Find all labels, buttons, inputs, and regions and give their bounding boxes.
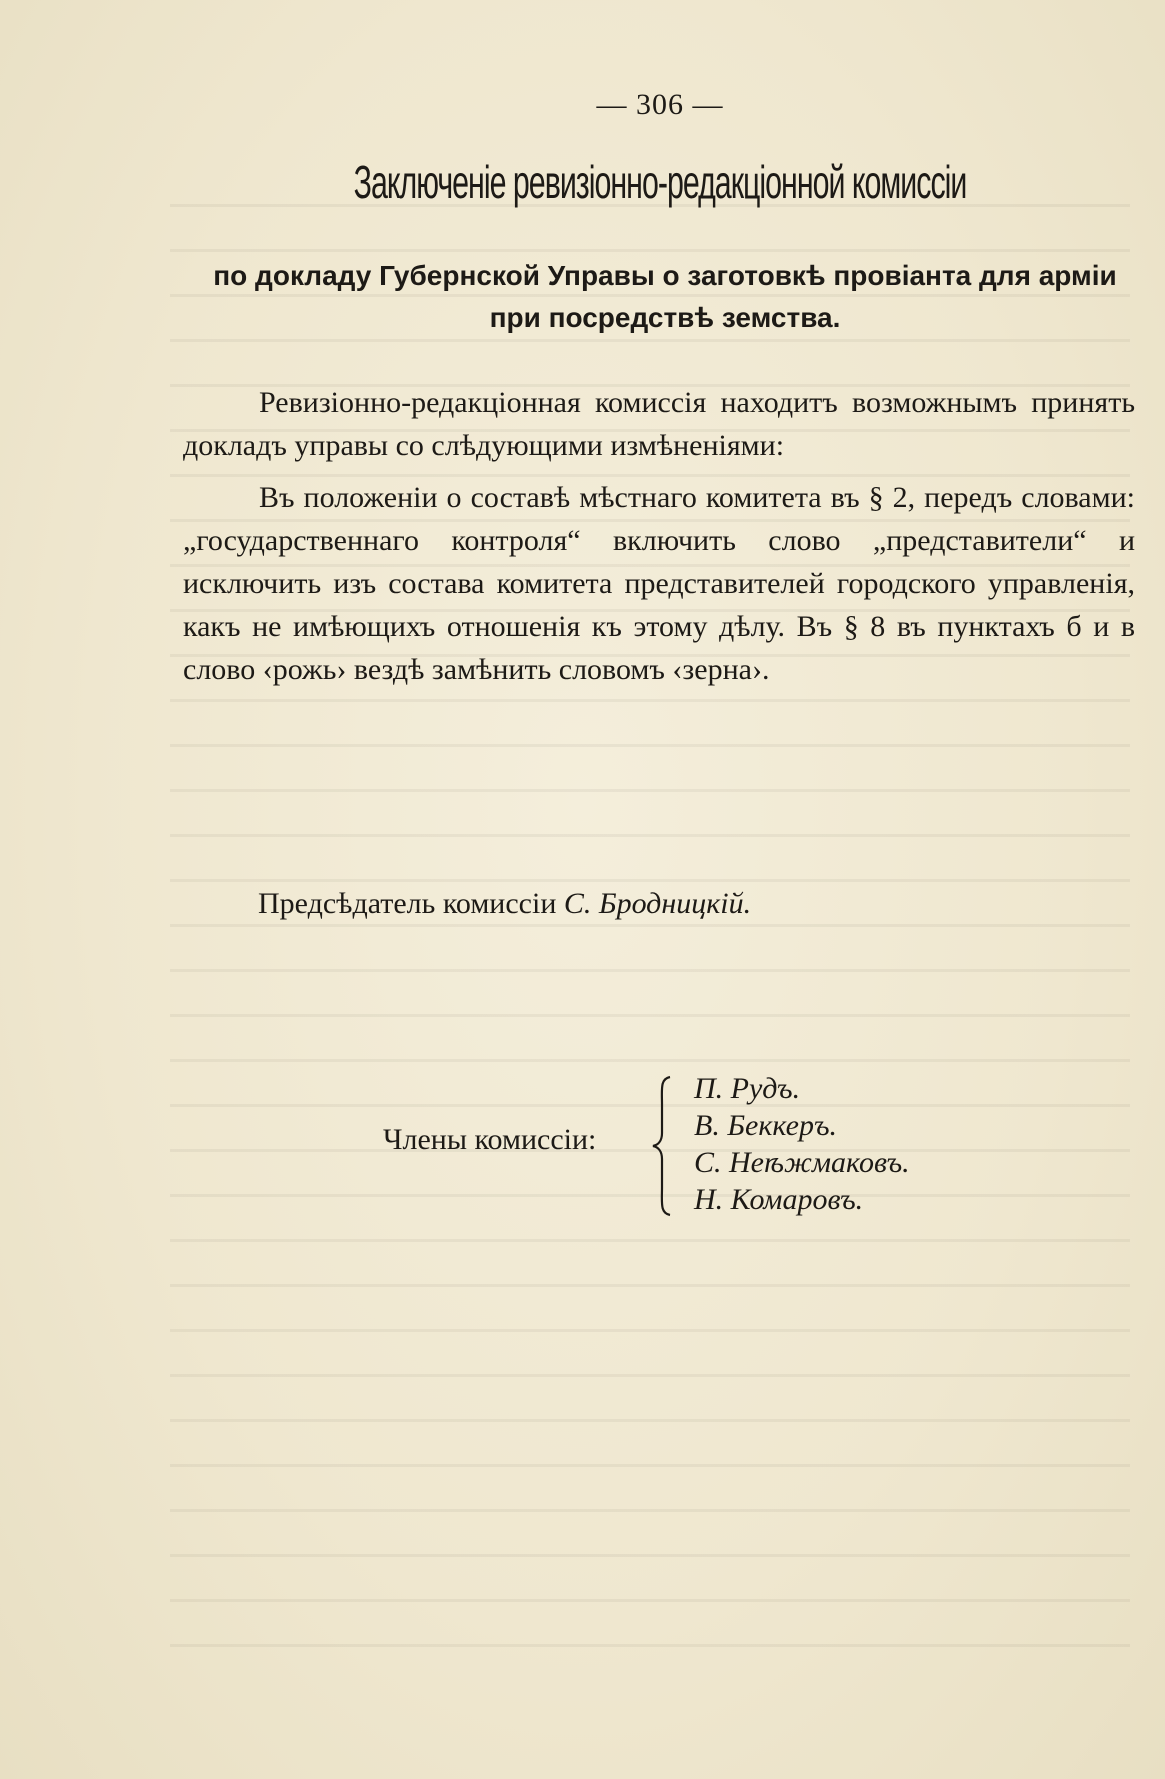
member-name: Н. Комаровъ. bbox=[694, 1183, 864, 1216]
paragraph-intro: Ревизіонно-редакціонная комиссія находитъ возможнымъ принять докладъ управы со слѣдующими измѣненіями: bbox=[183, 386, 1135, 462]
member-name: П. Рудъ. bbox=[694, 1072, 801, 1105]
document-subtitle bbox=[185, 255, 1145, 339]
members-label: Члены комиссіи: bbox=[383, 1123, 597, 1156]
chairman-label: Предсѣдатель комиссіи bbox=[258, 887, 557, 920]
subtitle-line-1: по докладу Губернской Управы о заготовкѣ провіанта для арміи bbox=[213, 260, 1117, 291]
curly-brace-icon bbox=[650, 1075, 676, 1217]
page-number: — 306 — bbox=[596, 88, 724, 121]
document-title: Заключеніе ревизіонно-редакціонной комиссіи bbox=[353, 156, 967, 208]
members-list bbox=[694, 1070, 910, 1218]
chairman-signature bbox=[258, 887, 751, 921]
member-name: С. Неѣжмаковъ. bbox=[694, 1146, 910, 1179]
chairman-name: С. Бродницкій. bbox=[563, 887, 752, 920]
paragraph-amendments: Въ положеніи о составѣ мѣстнаго комитета въ § 2, передъ словами: „государственнаго контроля“ включить слово „представители“ и исключить изъ состава комитета представителей городского управленія, какъ не имѣющихъ отношенія къ этому дѣлу. Въ § 8 въ пунктахъ б и в слово ‹рожь› вездѣ замѣнить словомъ ‹зерна›. bbox=[183, 481, 1135, 686]
member-name: В. Беккеръ. bbox=[694, 1109, 838, 1142]
subtitle-line-2: при посредствѣ земства. bbox=[489, 302, 841, 333]
